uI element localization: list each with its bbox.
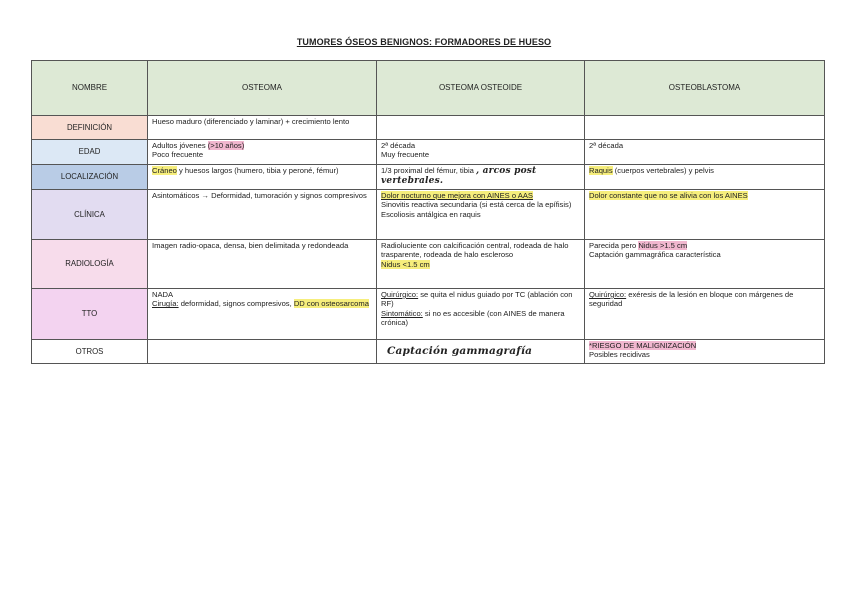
- text: Sinovitis reactiva secundaria (si está cerca de la epífisis): [381, 200, 572, 210]
- text: y huesos largos (humero, tibia y peroné, fémur): [176, 166, 339, 175]
- text: si no es accesible (con AINES de manera crónica): [381, 308, 565, 328]
- table-row: [32, 340, 825, 364]
- cell-osteoma-definicion: Hueso maduro (diferenciado y laminar) + crecimiento lento: [148, 116, 377, 140]
- cell-oo-otros: [377, 340, 585, 364]
- highlight: Dolor constante que no se alivia con los AINES: [589, 191, 748, 200]
- cell-ob-tto: [585, 289, 825, 340]
- underlined-text: Cirugía:: [152, 299, 179, 309]
- cell-osteoma-radiologia: Imagen radio-opaca, densa, bien delimitada y redondeada: [148, 240, 377, 289]
- row-label-otros: OTROS: [32, 340, 148, 364]
- text: exéresis de la lesión en bloque con márgenes de seguridad: [589, 290, 794, 309]
- row-label-edad: EDAD: [32, 140, 148, 165]
- text: Poco frecuente: [152, 150, 204, 160]
- table-row: [32, 240, 825, 289]
- highlight: (>10 años): [207, 141, 245, 150]
- cell-ob-localizacion: [585, 165, 825, 190]
- row-label-clinica: CLÍNICA: [32, 190, 148, 240]
- text: Radioluciente con calcificación central, rodeada de halo trasparente, rodeada de halo escleroso: [381, 241, 569, 260]
- table-row: [32, 289, 825, 340]
- cell-ob-edad: [585, 140, 825, 165]
- cell-osteoma-tto: [148, 289, 377, 340]
- page-title: TUMORES ÓSEOS BENIGNOS: FORMADORES DE HUESO: [296, 37, 552, 47]
- highlight: Dolor nocturno que mejora con AINES o AAS: [381, 191, 533, 200]
- handwritten-note: , arcos post vertebrales.: [381, 166, 537, 187]
- row-label-localizacion: LOCALIZACIÓN: [32, 165, 148, 190]
- cell-oo-tto: [377, 289, 585, 340]
- text: 1/3 proximal del fémur, tibia: [381, 166, 476, 175]
- cell-osteoma-localizacion: [148, 165, 377, 190]
- header-osteoma: OSTEOMA: [148, 61, 377, 116]
- text: Muy frecuente: [381, 150, 430, 160]
- text: 2ª década: [589, 141, 624, 150]
- highlight: Raquis: [589, 166, 613, 175]
- header-osteoblastoma: OSTEOBLASTOMA: [585, 61, 825, 116]
- row-label-definicion: DEFINICIÓN: [32, 116, 148, 140]
- cell-oo-definicion: [377, 116, 585, 140]
- cell-oo-localizacion: [377, 165, 585, 190]
- text: (cuerpos vertebrales) y pelvis: [612, 166, 714, 175]
- header-nombre: NOMBRE: [32, 61, 148, 116]
- underlined-text: Quirúrgico:: [381, 290, 419, 299]
- cell-ob-radiologia: [585, 240, 825, 289]
- table-row: [32, 140, 825, 165]
- row-label-radiologia: RADIOLOGÍA: [32, 240, 148, 289]
- cell-ob-otros: [585, 340, 825, 364]
- highlight: Cráneo: [152, 166, 177, 175]
- cell-ob-definicion: [585, 116, 825, 140]
- cell-oo-edad: [377, 140, 585, 165]
- text: Captación gammagráfica característica: [589, 250, 721, 260]
- highlight: DD con osteosarcoma: [293, 299, 369, 309]
- text: Posibles recidivas: [589, 350, 650, 360]
- cell-osteoma-otros: [148, 340, 377, 364]
- header-osteoma-osteoide: OSTEOMA OSTEOIDE: [377, 61, 585, 116]
- cell-oo-radiologia: [377, 240, 585, 289]
- cell-ob-clinica: [585, 190, 825, 240]
- underlined-text: Quirúrgico:: [589, 290, 627, 299]
- table-row: [32, 165, 825, 190]
- highlight: Nidus >1.5 cm: [638, 241, 688, 250]
- table-header-row: [32, 61, 825, 116]
- highlight: Nidus <1.5 cm: [381, 259, 430, 269]
- text: NADA: [152, 290, 174, 299]
- cell-osteoma-clinica: Asintomáticos → Deformidad, tumoración y signos compresivos: [148, 190, 377, 240]
- highlight: *RIESGO DE MALIGNIZACIÓN: [589, 341, 697, 350]
- text: deformidad, signos compresivos,: [178, 299, 294, 309]
- text: se quita el nidus guiado por TC (ablación con RF): [381, 290, 573, 309]
- text: Adultos jóvenes: [152, 141, 208, 150]
- cell-oo-clinica: [377, 190, 585, 240]
- cell-osteoma-edad: [148, 140, 377, 165]
- bone-tumors-table: [31, 60, 825, 364]
- table-row: [32, 190, 825, 240]
- text: 2ª década: [381, 141, 416, 150]
- row-label-tto: TTO: [32, 289, 148, 340]
- handwritten-note: Captación gammagrafía: [387, 344, 533, 357]
- text: Parecida pero: [589, 241, 639, 250]
- text: Escoliosis antálgica en raquis: [381, 209, 481, 219]
- table-row: [32, 116, 825, 140]
- underlined-text: Sintomático:: [381, 308, 423, 318]
